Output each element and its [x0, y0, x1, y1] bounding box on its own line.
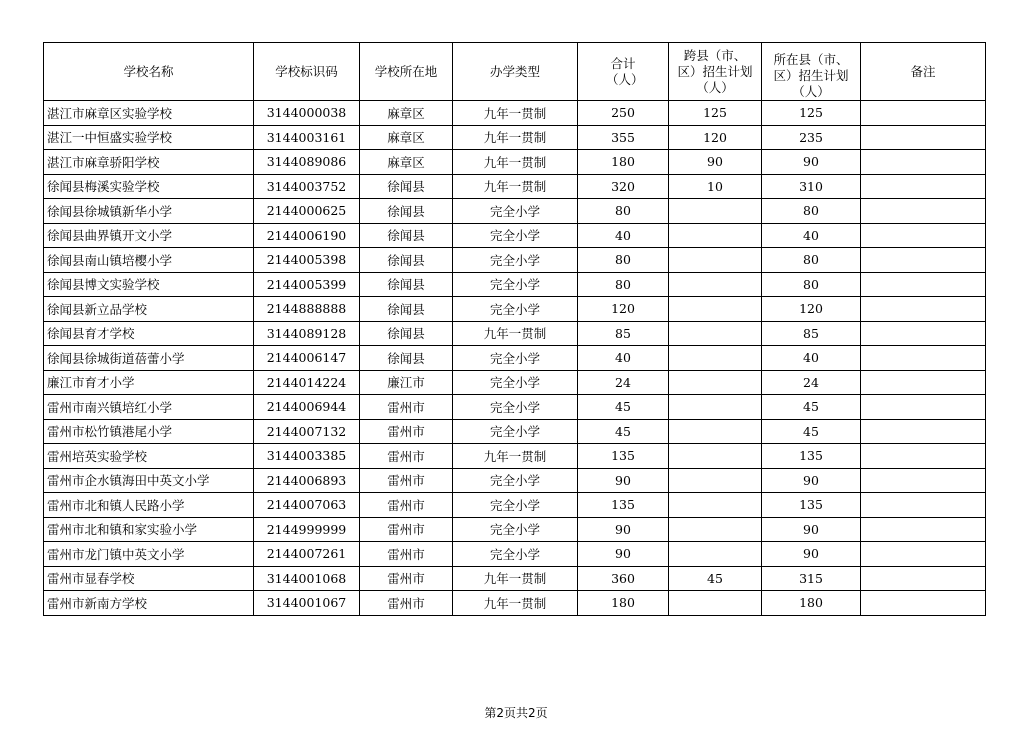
cell-school-code: 3144003752 — [254, 174, 360, 199]
cell-school-name: 雷州市新南方学校 — [44, 591, 254, 616]
cell-school-name: 徐闻县梅溪实验学校 — [44, 174, 254, 199]
cell-location: 徐闻县 — [360, 199, 453, 224]
header-local-county: 所在县（市、区）招生计划（人） — [762, 43, 861, 101]
cell-location: 徐闻县 — [360, 272, 453, 297]
cell-total: 90 — [578, 542, 669, 567]
cell-cross-county: 10 — [669, 174, 762, 199]
header-school-code: 学校标识码 — [254, 43, 360, 101]
cell-total: 360 — [578, 566, 669, 591]
table-row — [44, 346, 986, 371]
table-row — [44, 174, 986, 199]
cell-school-name: 雷州市龙门镇中英文小学 — [44, 542, 254, 567]
cell-school-name: 徐闻县博文实验学校 — [44, 272, 254, 297]
cell-school-code: 2144005399 — [254, 272, 360, 297]
cell-total: 24 — [578, 370, 669, 395]
cell-school-type: 完全小学 — [453, 272, 578, 297]
cell-remark — [861, 125, 986, 150]
cell-location: 雷州市 — [360, 444, 453, 469]
cell-remark — [861, 321, 986, 346]
cell-remark — [861, 395, 986, 420]
cell-school-type: 完全小学 — [453, 493, 578, 518]
table-row — [44, 199, 986, 224]
cell-school-name: 湛江一中恒盛实验学校 — [44, 125, 254, 150]
cell-school-code: 2144007261 — [254, 542, 360, 567]
cell-location: 雷州市 — [360, 542, 453, 567]
cell-cross-county — [669, 223, 762, 248]
cell-remark — [861, 272, 986, 297]
cell-total: 355 — [578, 125, 669, 150]
cell-total: 180 — [578, 150, 669, 175]
cell-school-code: 3144089086 — [254, 150, 360, 175]
table-row — [44, 150, 986, 175]
cell-cross-county — [669, 272, 762, 297]
cell-school-type: 完全小学 — [453, 542, 578, 567]
cell-cross-county — [669, 321, 762, 346]
cell-local-county: 45 — [762, 395, 861, 420]
cell-total: 90 — [578, 468, 669, 493]
cell-remark — [861, 174, 986, 199]
table-row — [44, 395, 986, 420]
cell-school-code: 3144001067 — [254, 591, 360, 616]
cell-school-type: 完全小学 — [453, 346, 578, 371]
cell-school-type: 完全小学 — [453, 419, 578, 444]
cell-local-county: 90 — [762, 517, 861, 542]
table-row — [44, 517, 986, 542]
table-row — [44, 370, 986, 395]
cell-remark — [861, 199, 986, 224]
cell-school-type: 完全小学 — [453, 370, 578, 395]
cell-school-name: 雷州市北和镇人民路小学 — [44, 493, 254, 518]
cell-school-code: 2144006190 — [254, 223, 360, 248]
cell-school-type: 完全小学 — [453, 468, 578, 493]
cell-cross-county — [669, 591, 762, 616]
table-row — [44, 297, 986, 322]
cell-school-type: 九年一贯制 — [453, 150, 578, 175]
cell-school-type: 九年一贯制 — [453, 444, 578, 469]
cell-cross-county — [669, 444, 762, 469]
cell-local-county: 135 — [762, 493, 861, 518]
cell-school-name: 雷州培英实验学校 — [44, 444, 254, 469]
cell-cross-county — [669, 542, 762, 567]
cell-local-county: 135 — [762, 444, 861, 469]
cell-local-county: 40 — [762, 223, 861, 248]
cell-school-type: 完全小学 — [453, 395, 578, 420]
cell-remark — [861, 444, 986, 469]
cell-school-type: 九年一贯制 — [453, 101, 578, 126]
cell-location: 雷州市 — [360, 395, 453, 420]
cell-local-county: 45 — [762, 419, 861, 444]
cell-total: 45 — [578, 419, 669, 444]
cell-school-type: 九年一贯制 — [453, 174, 578, 199]
cell-school-code: 2144006147 — [254, 346, 360, 371]
cell-school-type: 九年一贯制 — [453, 125, 578, 150]
cell-location: 廉江市 — [360, 370, 453, 395]
cell-location: 雷州市 — [360, 566, 453, 591]
cell-local-county: 235 — [762, 125, 861, 150]
cell-local-county: 24 — [762, 370, 861, 395]
table-row — [44, 272, 986, 297]
cell-total: 45 — [578, 395, 669, 420]
page-footer: 第2页共2页 — [484, 706, 548, 720]
table-row — [44, 248, 986, 273]
cell-cross-county — [669, 395, 762, 420]
cell-local-county: 90 — [762, 150, 861, 175]
cell-local-county: 85 — [762, 321, 861, 346]
cell-local-county: 90 — [762, 542, 861, 567]
header-school-name: 学校名称 — [44, 43, 254, 101]
cell-cross-county — [669, 419, 762, 444]
table-row — [44, 419, 986, 444]
cell-school-code: 2144999999 — [254, 517, 360, 542]
cell-location: 雷州市 — [360, 419, 453, 444]
cell-local-county: 90 — [762, 468, 861, 493]
cell-local-county: 125 — [762, 101, 861, 126]
cell-school-code: 2144000625 — [254, 199, 360, 224]
cell-school-code: 3144003385 — [254, 444, 360, 469]
cell-school-type: 完全小学 — [453, 297, 578, 322]
enrollment-table — [43, 42, 986, 616]
cell-local-county: 310 — [762, 174, 861, 199]
cell-cross-county: 45 — [669, 566, 762, 591]
cell-school-type: 完全小学 — [453, 248, 578, 273]
cell-remark — [861, 591, 986, 616]
header-cross-county: 跨县（市、区）招生计划（人） — [669, 43, 762, 101]
cell-location: 徐闻县 — [360, 174, 453, 199]
cell-school-name: 雷州市松竹镇港尾小学 — [44, 419, 254, 444]
cell-school-code: 2144888888 — [254, 297, 360, 322]
cell-school-name: 徐闻县新立品学校 — [44, 297, 254, 322]
cell-total: 85 — [578, 321, 669, 346]
cell-location: 徐闻县 — [360, 297, 453, 322]
cell-total: 80 — [578, 248, 669, 273]
cell-total: 90 — [578, 517, 669, 542]
cell-local-county: 315 — [762, 566, 861, 591]
cell-school-type: 完全小学 — [453, 199, 578, 224]
header-school-type: 办学类型 — [453, 43, 578, 101]
cell-school-name: 徐闻县南山镇培樱小学 — [44, 248, 254, 273]
cell-total: 120 — [578, 297, 669, 322]
cell-remark — [861, 542, 986, 567]
header-total: 合计（人） — [578, 43, 669, 101]
cell-school-name: 徐闻县徐城街道蓓蕾小学 — [44, 346, 254, 371]
cell-remark — [861, 468, 986, 493]
table-row — [44, 444, 986, 469]
cell-cross-county — [669, 370, 762, 395]
cell-school-type: 完全小学 — [453, 223, 578, 248]
table-row — [44, 542, 986, 567]
table-row — [44, 223, 986, 248]
cell-location: 麻章区 — [360, 125, 453, 150]
cell-school-code: 2144007132 — [254, 419, 360, 444]
cell-cross-county: 90 — [669, 150, 762, 175]
cell-remark — [861, 150, 986, 175]
cell-school-type: 九年一贯制 — [453, 566, 578, 591]
cell-location: 雷州市 — [360, 468, 453, 493]
cell-total: 135 — [578, 444, 669, 469]
cell-cross-county — [669, 468, 762, 493]
table-row — [44, 468, 986, 493]
cell-location: 麻章区 — [360, 101, 453, 126]
cell-location: 徐闻县 — [360, 248, 453, 273]
cell-remark — [861, 517, 986, 542]
cell-remark — [861, 248, 986, 273]
cell-cross-county: 120 — [669, 125, 762, 150]
cell-school-name: 湛江市麻章骄阳学校 — [44, 150, 254, 175]
cell-school-code: 3144000038 — [254, 101, 360, 126]
cell-cross-county — [669, 248, 762, 273]
cell-school-name: 徐闻县育才学校 — [44, 321, 254, 346]
cell-local-county: 180 — [762, 591, 861, 616]
cell-location: 雷州市 — [360, 591, 453, 616]
table-row — [44, 493, 986, 518]
cell-remark — [861, 223, 986, 248]
cell-cross-county — [669, 199, 762, 224]
cell-total: 135 — [578, 493, 669, 518]
cell-school-code: 3144089128 — [254, 321, 360, 346]
cell-local-county: 40 — [762, 346, 861, 371]
cell-remark — [861, 566, 986, 591]
cell-total: 250 — [578, 101, 669, 126]
cell-cross-county — [669, 517, 762, 542]
cell-remark — [861, 419, 986, 444]
cell-total: 320 — [578, 174, 669, 199]
cell-total: 80 — [578, 199, 669, 224]
cell-location: 麻章区 — [360, 150, 453, 175]
cell-school-code: 3144001068 — [254, 566, 360, 591]
cell-local-county: 120 — [762, 297, 861, 322]
cell-school-name: 湛江市麻章区实验学校 — [44, 101, 254, 126]
cell-total: 80 — [578, 272, 669, 297]
cell-location: 徐闻县 — [360, 321, 453, 346]
cell-local-county: 80 — [762, 199, 861, 224]
cell-school-code: 2144006893 — [254, 468, 360, 493]
cell-school-name: 雷州市南兴镇培红小学 — [44, 395, 254, 420]
cell-school-code: 2144014224 — [254, 370, 360, 395]
cell-remark — [861, 346, 986, 371]
cell-school-name: 廉江市育才小学 — [44, 370, 254, 395]
cell-school-type: 九年一贯制 — [453, 591, 578, 616]
cell-remark — [861, 370, 986, 395]
cell-total: 40 — [578, 223, 669, 248]
cell-school-name: 雷州市显春学校 — [44, 566, 254, 591]
cell-school-type: 完全小学 — [453, 517, 578, 542]
cell-total: 40 — [578, 346, 669, 371]
table-row — [44, 321, 986, 346]
cell-local-county: 80 — [762, 272, 861, 297]
cell-location: 雷州市 — [360, 517, 453, 542]
cell-school-code: 2144007063 — [254, 493, 360, 518]
header-row — [44, 43, 986, 101]
cell-location: 雷州市 — [360, 493, 453, 518]
cell-school-code: 3144003161 — [254, 125, 360, 150]
cell-location: 徐闻县 — [360, 346, 453, 371]
cell-cross-county — [669, 493, 762, 518]
cell-location: 徐闻县 — [360, 223, 453, 248]
table-row — [44, 125, 986, 150]
cell-school-name: 雷州市北和镇和家实验小学 — [44, 517, 254, 542]
cell-school-type: 九年一贯制 — [453, 321, 578, 346]
cell-school-name: 徐闻县徐城镇新华小学 — [44, 199, 254, 224]
cell-school-name: 徐闻县曲界镇开文小学 — [44, 223, 254, 248]
cell-remark — [861, 297, 986, 322]
header-location: 学校所在地 — [360, 43, 453, 101]
table-row — [44, 101, 986, 126]
cell-local-county: 80 — [762, 248, 861, 273]
cell-school-name: 雷州市企水镇海田中英文小学 — [44, 468, 254, 493]
cell-cross-county: 125 — [669, 101, 762, 126]
cell-remark — [861, 101, 986, 126]
table-row — [44, 566, 986, 591]
cell-total: 180 — [578, 591, 669, 616]
cell-school-code: 2144005398 — [254, 248, 360, 273]
table-row — [44, 591, 986, 616]
cell-remark — [861, 493, 986, 518]
cell-cross-county — [669, 346, 762, 371]
header-remark: 备注 — [861, 43, 986, 101]
cell-cross-county — [669, 297, 762, 322]
cell-school-code: 2144006944 — [254, 395, 360, 420]
